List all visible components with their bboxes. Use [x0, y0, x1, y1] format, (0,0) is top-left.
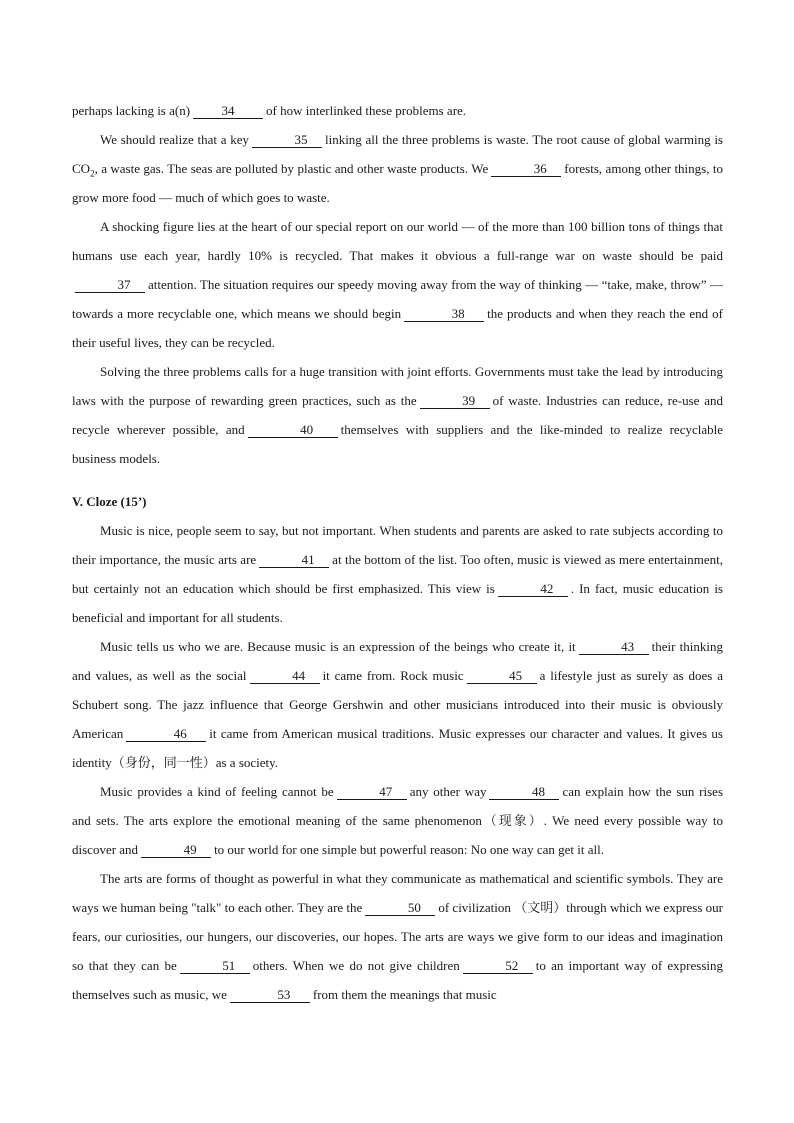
- text: Music provides a kind of feeling cannot be: [100, 784, 334, 799]
- text: Music is nice, people seem to say, but not important. When students and parents are asked to rate subjects according to their importance, the music arts are: [72, 523, 723, 567]
- text: from them the meanings that music: [312, 987, 497, 1002]
- blank-50[interactable]: 50: [365, 900, 435, 916]
- text: the products and when they reach the end of their useful lives, they can be recycled.: [72, 306, 723, 350]
- text: can explain how the sun rises and sets. The arts explore the emotional meaning of the same phenomenon（现象）. We need every possible way to discover and: [72, 784, 724, 857]
- blank-41[interactable]: 41: [259, 552, 329, 568]
- paragraph-arts-thought: [72, 864, 723, 1009]
- paragraph-continued: [72, 96, 723, 125]
- blank-51[interactable]: 51: [180, 958, 250, 974]
- text: their thinking and values, as well as the social: [72, 639, 723, 683]
- text: themselves with suppliers and the like-minded to realize recyclable business models.: [72, 422, 724, 466]
- document-page: [72, 96, 723, 1009]
- blank-38[interactable]: 38: [404, 306, 484, 322]
- text: . In fact, music education is beneficial and important for all students.: [72, 581, 723, 625]
- text: to our world for one simple but powerful reason: No one way can get it all.: [214, 842, 604, 857]
- text: perhaps lacking is a(n): [72, 103, 191, 118]
- blank-40[interactable]: 40: [248, 422, 338, 438]
- paragraph-music-feeling: [72, 777, 723, 864]
- text: a lifestyle just as surely as does a Schubert song. The jazz influence that George Gershwin and other musicians introduced into their music is obviously American: [72, 668, 723, 741]
- text: Solving the three problems calls for a huge transition with joint efforts. Governments must take the lead by introducing laws with the purpose of rewarding green practices, such as the: [72, 364, 723, 408]
- blank-47[interactable]: 47: [337, 784, 407, 800]
- paragraph-music-importance: [72, 516, 723, 632]
- blank-52[interactable]: 52: [463, 958, 533, 974]
- text: to an important way of expressing themselves such as music, we: [72, 958, 724, 1002]
- blank-48[interactable]: 48: [489, 784, 559, 800]
- blank-36[interactable]: 36: [491, 161, 561, 177]
- paragraph-music-identity: [72, 632, 723, 777]
- blank-34[interactable]: 34: [193, 103, 263, 119]
- blank-53[interactable]: 53: [230, 987, 310, 1003]
- text: forests, among other things, to grow more food — much of which goes to waste.: [72, 161, 723, 205]
- blank-46[interactable]: 46: [126, 726, 206, 742]
- text: others. When we do not give children: [252, 958, 460, 973]
- blank-35[interactable]: 35: [252, 132, 322, 148]
- text: , a waste gas. The seas are polluted by plastic and other waste products. We: [94, 161, 489, 176]
- paragraph-recycling: [72, 212, 723, 357]
- blank-45[interactable]: 45: [467, 668, 537, 684]
- paragraph-transition: [72, 357, 723, 473]
- blank-49[interactable]: 49: [141, 842, 211, 858]
- blank-39[interactable]: 39: [420, 393, 490, 409]
- blank-43[interactable]: 43: [579, 639, 649, 655]
- text: A shocking figure lies at the heart of our special report on our world — of the more than 100 billion tons of things that humans use each year, hardly 10% is recycled. That makes it obvious a full-range war on waste should be paid: [72, 219, 723, 263]
- text: at the bottom of the list. Too often, music is viewed as mere entertainment, but certainly not an education which should be first emphasized. This view is: [72, 552, 723, 596]
- text: attention. The situation requires our speedy moving away from the way of thinking — “take, make, throw” — towards a more recyclable one, which means we should begin: [72, 277, 723, 321]
- paragraph-waste: [72, 125, 723, 212]
- section-title: V. Cloze (15’): [72, 494, 147, 509]
- text: The arts are forms of thought as powerful in what they communicate as mathematical and scientific symbols. They are ways we human being "talk" to each other. They are the: [72, 871, 723, 915]
- blank-37[interactable]: 37: [75, 277, 145, 293]
- blank-42[interactable]: 42: [498, 581, 568, 597]
- text: of waste. Industries can reduce, re-use and recycle wherever possible, and: [72, 393, 724, 437]
- text: linking all the three problems is waste. The root cause of global warming is CO: [72, 132, 723, 176]
- text: any other way: [409, 784, 487, 799]
- subscript: 2: [90, 168, 95, 179]
- text: of civilization （文明）through which we express our fears, our curiosities, our hungers, our discoveries, our hopes. The arts are ways we give form to our ideas and imagination so that they can be: [72, 900, 724, 973]
- text: Music tells us who we are. Because music is an expression of the beings who create it, it: [100, 639, 576, 654]
- text: We should realize that a key: [100, 132, 249, 147]
- text: it came from. Rock music: [322, 668, 464, 683]
- blank-44[interactable]: 44: [250, 668, 320, 684]
- text: it came from American musical traditions. Music expresses our character and values. It gives us identity（身份，同一性）as a society.: [72, 726, 723, 770]
- text: of how interlinked these problems are.: [266, 103, 467, 118]
